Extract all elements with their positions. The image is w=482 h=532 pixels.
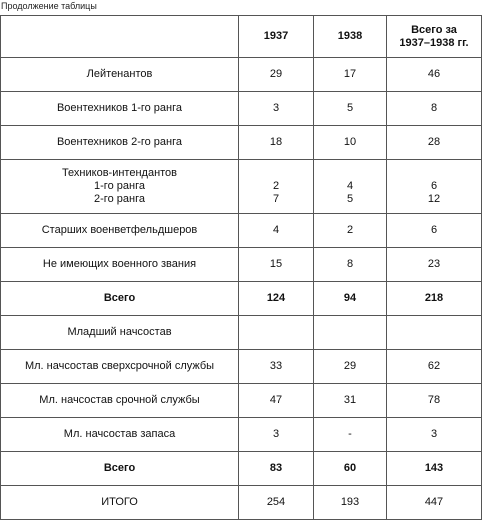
cell-1937: 254 [239,486,314,520]
cell-1937 [239,160,314,214]
header-total-line1: Всего за [411,23,457,36]
row-label [1,160,239,214]
cell-1937 [239,316,314,350]
cell-1938: 31 [314,384,387,418]
row-label: Мл. начсостав срочной службы [1,384,239,418]
cell-line [239,167,313,180]
cell-total: 46 [387,58,482,92]
cell-1938: 29 [314,350,387,384]
table-row [1,350,482,384]
cell-1937: 83 [239,452,314,486]
row-label: Всего [1,452,239,486]
cell-total [387,316,482,350]
cell-1938: 10 [314,126,387,160]
cell-total: 6 [387,214,482,248]
table-row-subtotal [1,282,482,316]
cell-1937: 29 [239,58,314,92]
cell-total: 28 [387,126,482,160]
table-caption: Продолжение таблицы [1,1,97,11]
row-label: Воентехников 2-го ранга [1,126,239,160]
cell-total: 3 [387,418,482,452]
cell-1937: 3 [239,418,314,452]
cell-1938: 8 [314,248,387,282]
row-label: Воентехников 1-го ранга [1,92,239,126]
table-row [1,126,482,160]
row-label-line: Техников-интендантов [61,167,178,179]
header-cell-category [1,16,239,58]
cell-1938: - [314,418,387,452]
cell-1938: 60 [314,452,387,486]
cell-1938: 5 [314,92,387,126]
row-label: Младший начсостав [1,316,239,350]
cell-1938 [314,316,387,350]
table-row [1,92,482,126]
cell-1937: 33 [239,350,314,384]
table-header-row [1,16,482,58]
cell-1938: 2 [314,214,387,248]
cell-1938: 94 [314,282,387,316]
header-total-line2: 1937–1938 гг. [399,36,469,49]
cell-1937: 15 [239,248,314,282]
cell-1938: 193 [314,486,387,520]
data-table [0,15,482,520]
cell-line: 6 [430,180,438,192]
cell-total: 143 [387,452,482,486]
cell-line: 2 [272,180,280,192]
row-label-line: 1-го ранга [94,180,145,192]
header-cell-1938: 1938 [314,16,387,58]
cell-line: 4 [346,180,354,192]
cell-1937: 4 [239,214,314,248]
table-row-subtotal [1,452,482,486]
row-label: Мл. начсостав сверхсрочной службы [1,350,239,384]
row-label-line: 2-го ранга [94,193,145,205]
cell-total: 218 [387,282,482,316]
cell-1937: 18 [239,126,314,160]
table-row [1,384,482,418]
table-row [1,160,482,214]
cell-line: 12 [427,193,441,205]
row-label: Не имеющих военного звания [1,248,239,282]
cell-total [387,160,482,214]
cell-line [314,167,386,180]
row-label: Старших военветфельдшеров [1,214,239,248]
table-row [1,418,482,452]
cell-line: 5 [346,193,354,205]
table-row-grand-total [1,486,482,520]
header-cell-1937: 1937 [239,16,314,58]
cell-total: 8 [387,92,482,126]
cell-1937: 47 [239,384,314,418]
table-row [1,58,482,92]
cell-1937: 3 [239,92,314,126]
cell-total: 78 [387,384,482,418]
row-label: Всего [1,282,239,316]
cell-1938: 17 [314,58,387,92]
row-label: ИТОГО [1,486,239,520]
cell-line [387,167,481,180]
table-row [1,248,482,282]
table-row [1,214,482,248]
cell-total: 447 [387,486,482,520]
row-label: Мл. начсостав запаса [1,418,239,452]
cell-total: 62 [387,350,482,384]
cell-1937: 124 [239,282,314,316]
table-row-section-heading [1,316,482,350]
cell-total: 23 [387,248,482,282]
cell-1938 [314,160,387,214]
row-label: Лейтенантов [1,58,239,92]
cell-line: 7 [272,193,280,205]
header-cell-total [387,16,482,58]
